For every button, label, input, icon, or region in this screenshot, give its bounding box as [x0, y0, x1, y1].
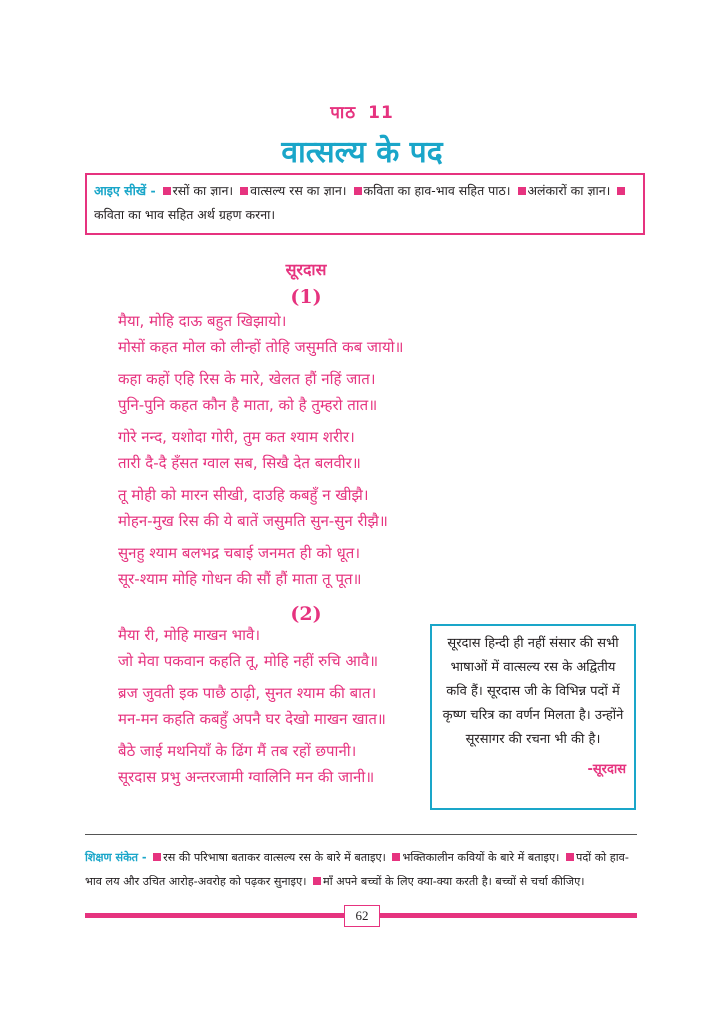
- teaching-notes: [85, 846, 641, 894]
- bullet-square-icon: [240, 187, 248, 195]
- verse-line: मैया री, मोहि माखन भावै।: [118, 626, 261, 644]
- objective-item: कविता का भाव सहित अर्थ ग्रहण करना।: [94, 207, 276, 222]
- verse-line: गोरे नन्द, यशोदा गोरी, तुम कत श्याम शरीर।: [118, 428, 355, 446]
- learning-objectives-box: [85, 173, 645, 235]
- objective-item: वात्सल्य रस का ज्ञान।: [250, 183, 347, 198]
- teaching-item: रस की परिभाषा बताकर वात्सल्य रस के बारे में बताइए।: [163, 851, 386, 864]
- verse-line: सूर-श्याम मोहि गोधन की सौं हौं माता तू पूत॥: [118, 570, 362, 588]
- verse-line: ब्रज जुवती इक पाछै ठाढ़ी, सुनत श्याम की बात।: [118, 684, 377, 702]
- bullet-square-icon: [566, 853, 574, 861]
- teaching-label: शिक्षण संकेत -: [85, 851, 147, 864]
- footer-bar-left: [85, 913, 344, 918]
- verse-line: मोहन-मुख रिस की ये बातें जसुमति सुन-सुन रीझै॥: [118, 512, 388, 530]
- bullet-square-icon: [153, 853, 161, 861]
- verse-line: जो मेवा पकवान कहति तू, मोहि नहीं रुचि आवै॥: [118, 652, 379, 670]
- bullet-square-icon: [617, 187, 625, 195]
- poet-info-author: -सूरदास: [587, 762, 626, 777]
- bullet-square-icon: [392, 853, 400, 861]
- poet-info-box: [430, 624, 636, 810]
- stanza-2-number: (2): [290, 603, 322, 625]
- teaching-item: माँ अपने बच्चों के लिए क्या-क्या करती है। बच्चों से चर्चा कीजिए।: [323, 875, 585, 888]
- verse-line: बैठे जाई मथनियाँ के ढिंग मैं तब रहों छपानी।: [118, 742, 357, 760]
- stanza-2-couplet-1: [118, 622, 378, 674]
- stanza-1-number: (1): [290, 286, 322, 308]
- stanza-1-couplet-2: [118, 366, 377, 418]
- lesson-label: पाठ: [330, 103, 357, 123]
- verse-line: पुनि-पुनि कहत कौन है माता, को है तुम्हरो तात॥: [118, 396, 378, 414]
- footer-bar-right: [378, 913, 637, 918]
- verse-line: सूरदास प्रभु अन्तरजामी ग्वालिनि मन की जानी॥: [118, 768, 375, 786]
- verse-line: तारी दै-दै हँसत ग्वाल सब, सिखै देत बलवीर॥: [118, 454, 361, 472]
- stanza-1-couplet-4: [118, 482, 388, 534]
- objective-item: रसों का ज्ञान।: [172, 183, 234, 198]
- poet-info-text: सूरदास हिन्दी ही नहीं संसार की सभी भाषाओं में वात्सल्य रस के अद्वितीय कवि हैं। सूरदास जी के विभिन्न पदों में कृष्ण चरित्र का वर्णन मिलता है। उन्होंने सूरसागर की रचना भी की है।: [442, 636, 624, 747]
- lesson-number: [0, 100, 724, 123]
- stanza-1-couplet-3: [118, 424, 361, 476]
- objective-item: कविता का हाव-भाव सहित पाठ।: [363, 183, 511, 198]
- bullet-square-icon: [163, 187, 171, 195]
- bullet-square-icon: [354, 187, 362, 195]
- stanza-2-couplet-3: [118, 738, 374, 790]
- verse-line: तू मोही को मारन सीखी, दाउहि कबहुँ न खीझै।: [118, 486, 369, 504]
- poet-name: सूरदास: [285, 260, 327, 279]
- objective-item: अलंकारों का ज्ञान।: [527, 183, 611, 198]
- divider: [85, 834, 637, 835]
- stanza-2-couplet-2: [118, 680, 386, 732]
- bullet-square-icon: [313, 877, 321, 885]
- verse-line: सुनहु श्याम बलभद्र चबाई जनमत ही को धूत।: [118, 544, 361, 562]
- stanza-1-couplet-5: [118, 540, 362, 592]
- verse-line: मन-मन कहति कबहुँ अपनै घर देखो माखन खात॥: [118, 710, 386, 728]
- objectives-label: आइए सीखें -: [94, 183, 156, 198]
- verse-line: मैया, मोहि दाऊ बहुत खिझायो।: [118, 312, 287, 330]
- verse-line: मोसों कहत मोल को लीन्हों तोहि जसुमति कब जायो॥: [118, 338, 404, 356]
- teaching-item: भक्तिकालीन कवियों के बारे में बताइए।: [402, 851, 560, 864]
- lesson-title: वात्सल्य के पद: [281, 135, 443, 170]
- page-number: 62: [344, 905, 380, 927]
- lesson-number-value: 11: [368, 103, 394, 123]
- bullet-square-icon: [518, 187, 526, 195]
- verse-line: कहा कहों एहि रिस के मारे, खेलत हौं नहिं जात।: [118, 370, 376, 388]
- stanza-1-couplet-1: [118, 308, 404, 360]
- teaching-item: पदों को हाव-भाव लय और उचित आरोह-अवरोह को पढ़कर सुनाइए।: [85, 851, 629, 888]
